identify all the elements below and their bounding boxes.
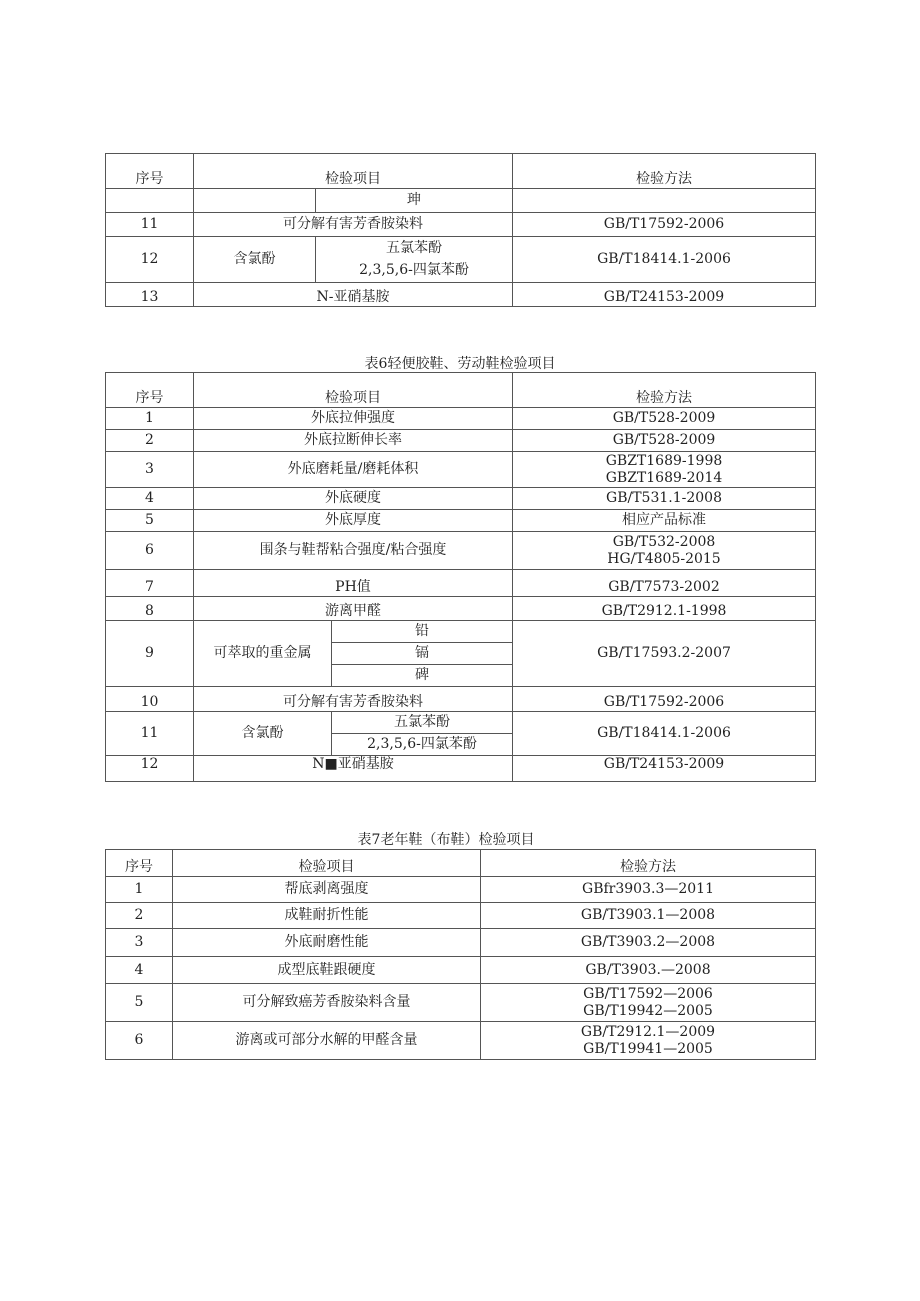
- row-item: 成型底鞋跟硬度: [173, 957, 481, 984]
- table-1: [105, 153, 816, 307]
- row-method: GB/T24153-2009: [513, 756, 816, 782]
- row-number: 3: [106, 452, 194, 488]
- table-row: [106, 452, 816, 488]
- row-method: GB/T24153-2009: [513, 283, 816, 307]
- row-number: 5: [106, 984, 173, 1022]
- sub-item: 五氯苯酚: [316, 237, 513, 260]
- method-line: GB/T19942—2005: [583, 1002, 713, 1019]
- table-row: [106, 430, 816, 452]
- sub-item: 碑: [332, 665, 513, 687]
- method-line: GB/T2912.1—2009: [580, 1023, 716, 1040]
- row-item: 外底硬度: [194, 488, 513, 510]
- header-method: 检验方法: [481, 850, 816, 877]
- table-row: [106, 189, 816, 213]
- row-method: GB/T17592-2006: [513, 687, 816, 712]
- row-number: 3: [106, 929, 173, 957]
- row-item: 帮底剥离强度: [173, 877, 481, 903]
- row-method: [481, 984, 816, 1022]
- row-item: 游离甲醛: [194, 597, 513, 621]
- table-row: [106, 408, 816, 430]
- row-number: 9: [106, 621, 194, 687]
- table-row: [106, 237, 816, 260]
- row-item: 外底磨耗量/磨耗体积: [194, 452, 513, 488]
- row-number: 12: [106, 237, 194, 283]
- row-item: N■亚硝基胺: [194, 756, 513, 782]
- table-row: [106, 532, 816, 570]
- method-line: GBZT1689-2014: [605, 469, 723, 486]
- sub-item: 2,3,5,6-四氯苯酚: [332, 734, 513, 756]
- method-line: GB/T532-2008: [612, 533, 716, 550]
- method-line: GBZT1689-1998: [605, 452, 723, 469]
- row-number: 11: [106, 213, 194, 237]
- method-line: GB/T17592—2006: [583, 985, 713, 1002]
- sub-item: 铅: [332, 621, 513, 643]
- table-row: [106, 621, 816, 643]
- row-method: GB/T18414.1-2006: [513, 237, 816, 283]
- table-row: [106, 283, 816, 307]
- method-line: GB/T19941—2005: [583, 1040, 713, 1057]
- row-method: GB/T3903.2—2008: [481, 929, 816, 957]
- row-item: 游离或可部分水解的甲醛含量: [173, 1022, 481, 1060]
- row-number: 12: [106, 756, 194, 782]
- row-item: 围条与鞋帮粘合强度/粘合强度: [194, 532, 513, 570]
- table-row: [106, 877, 816, 903]
- table-row: [106, 597, 816, 621]
- row-method: GB/T17593.2-2007: [513, 621, 816, 687]
- row-method: GB/T528-2009: [513, 430, 816, 452]
- method-line: HG/T4805-2015: [607, 550, 721, 567]
- row-number: 13: [106, 283, 194, 307]
- table-row: [106, 756, 816, 782]
- row-method: [513, 532, 816, 570]
- row-method: GBfr3903.3—2011: [481, 877, 816, 903]
- row-item: 成鞋耐折性能: [173, 903, 481, 929]
- header-number: 序号: [106, 850, 173, 877]
- header-method: 检验方法: [513, 373, 816, 408]
- row-number: 7: [106, 570, 194, 597]
- row-number: 1: [106, 408, 194, 430]
- row-number: 5: [106, 510, 194, 532]
- table-row: [106, 929, 816, 957]
- row-method: GB/T531.1-2008: [513, 488, 816, 510]
- row-number: 6: [106, 1022, 173, 1060]
- table-row: [106, 1022, 816, 1060]
- table-row: [106, 984, 816, 1022]
- row-method: GB/T18414.1-2006: [513, 712, 816, 756]
- table-row: [106, 213, 816, 237]
- table-row: [106, 687, 816, 712]
- row-method: [481, 1022, 816, 1060]
- row-number: 6: [106, 532, 194, 570]
- sub-item: 2,3,5,6-四氯苯酚: [316, 260, 513, 283]
- header-number: 序号: [106, 373, 194, 408]
- row-number: 8: [106, 597, 194, 621]
- table-row: [106, 510, 816, 532]
- row-method: GB/T7573-2002: [513, 570, 816, 597]
- table-header-row: [106, 373, 816, 408]
- row-item: 外底耐磨性能: [173, 929, 481, 957]
- table-row: [106, 903, 816, 929]
- table-header-row: [106, 154, 816, 189]
- row-method: [513, 452, 816, 488]
- row-item: PH值: [194, 570, 513, 597]
- row-method: GB/T528-2009: [513, 408, 816, 430]
- table-3: [105, 849, 816, 1060]
- table-3-caption: 表7老年鞋（布鞋）检验项目: [357, 832, 535, 848]
- row-item: 可分解致癌芳香胺染料含量: [173, 984, 481, 1022]
- row-item: 外底拉断伸长率: [194, 430, 513, 452]
- row-item: N-亚硝基胺: [194, 283, 513, 307]
- row-number: 2: [106, 430, 194, 452]
- header-item: 检验项目: [194, 154, 513, 189]
- table-2-caption: 表6轻便胶鞋、劳动鞋检验项目: [364, 356, 556, 372]
- row-group: 含氯酚: [194, 237, 316, 283]
- row-item: 可分解有害芳香胺染料: [194, 687, 513, 712]
- row-number: 1: [106, 877, 173, 903]
- table-row: [106, 957, 816, 984]
- sub-item: 镉: [332, 643, 513, 665]
- table-row: [106, 712, 816, 734]
- header-item: 检验项目: [173, 850, 481, 877]
- row-method: GB/T17592-2006: [513, 213, 816, 237]
- sub-item: 珅: [316, 189, 513, 213]
- table-row: [106, 570, 816, 597]
- header-item: 检验项目: [194, 373, 513, 408]
- sub-item: 五氯苯酚: [332, 712, 513, 734]
- row-group: 含氯酚: [194, 712, 332, 756]
- row-number: 10: [106, 687, 194, 712]
- row-group: 可萃取的重金属: [194, 621, 332, 687]
- table-row: [106, 488, 816, 510]
- header-method: 检验方法: [513, 154, 816, 189]
- row-number: 4: [106, 488, 194, 510]
- row-item: 可分解有害芳香胺染料: [194, 213, 513, 237]
- row-method: GB/T2912.1-1998: [513, 597, 816, 621]
- table-header-row: [106, 850, 816, 877]
- row-number: 2: [106, 903, 173, 929]
- row-number: 4: [106, 957, 173, 984]
- row-method: GB/T3903.—2008: [481, 957, 816, 984]
- row-number: 11: [106, 712, 194, 756]
- row-item: 外底厚度: [194, 510, 513, 532]
- row-method: 相应产品标准: [513, 510, 816, 532]
- row-item: 外底拉伸强度: [194, 408, 513, 430]
- header-number: 序号: [106, 154, 194, 189]
- table-2: [105, 372, 816, 782]
- row-method: GB/T3903.1—2008: [481, 903, 816, 929]
